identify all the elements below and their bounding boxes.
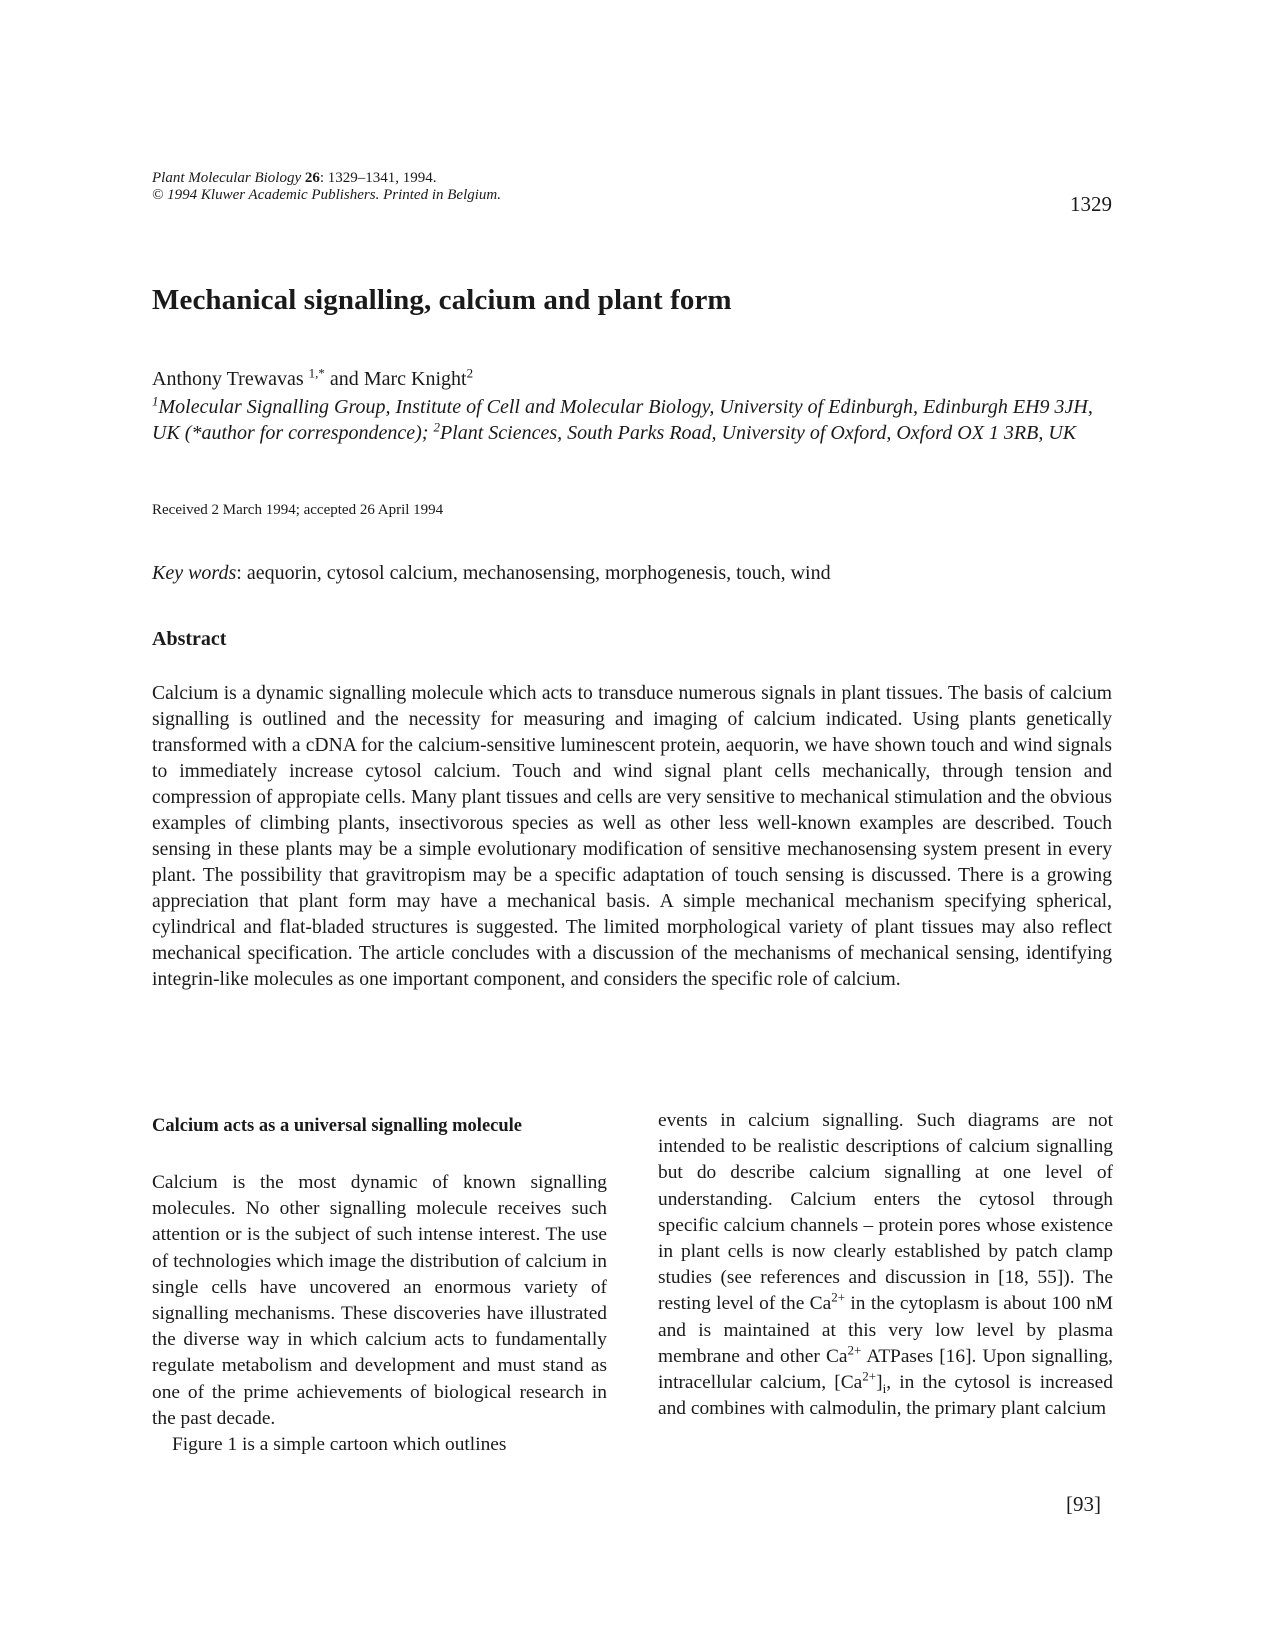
author-name: Marc Knight xyxy=(363,368,467,390)
abstract-heading: Abstract xyxy=(152,628,227,650)
body-paragraph xyxy=(658,1108,1113,1422)
superscript: 2+ xyxy=(862,1368,877,1384)
body-paragraph: Figure 1 is a simple cartoon which outlines xyxy=(172,1434,507,1456)
author-superscript: 1,* xyxy=(308,365,325,381)
body-column-right xyxy=(658,1108,1113,1422)
page-number: 1329 xyxy=(1070,192,1112,216)
keywords-list: : aequorin, cytosol calcium, mechanosensing, morphogenesis, touch, wind xyxy=(236,562,831,584)
body-text: events in calcium signalling. Such diagrams are not intended to be realistic descriptions of calcium signalling but do describe calcium signalling at one level of understanding. Calcium enters the cytosol through specific calcium channels – protein pores whose existence in plant cells is now clearly established by patch clamp studies (see references and discussion in [18, 55]). The resting level of the Ca xyxy=(658,1110,1113,1315)
folio: [93] xyxy=(1066,1492,1101,1516)
author-superscript: 2 xyxy=(466,365,474,381)
body-paragraph: Calcium is the most dynamic of known signalling molecules. No other signalling molecule receives such attention or is the subject of such intense interest. The use of technologies which image the distribution of calcium in single cells have uncovered an enormous variety of signalling mechanisms. These discoveries have illustrated the diverse way in which calcium acts to fundamentally regulate metabolism and development and must stand as one of the prime achievements of biological research in the past decade. xyxy=(152,1172,607,1429)
keywords-line xyxy=(152,562,831,585)
journal-pages: : 1329–1341, 1994. xyxy=(319,170,437,186)
journal-name: Plant Molecular Biology xyxy=(152,170,302,186)
affiliation-2: Plant Sciences, South Parks Road, University of Oxford, Oxford OX 1 3RB, UK xyxy=(439,422,1077,444)
superscript: 2+ xyxy=(847,1342,862,1358)
affiliation-marker: 2 xyxy=(433,419,440,435)
body-text: ] xyxy=(876,1372,883,1394)
affiliations xyxy=(152,394,1112,446)
copyright-line: © 1994 Kluwer Academic Publishers. Printed in Belgium. xyxy=(152,187,501,203)
author-line xyxy=(152,365,474,391)
keywords-label: Key words xyxy=(152,562,237,584)
affiliation-marker: 1 xyxy=(152,393,159,409)
journal-volume: 26 xyxy=(304,170,320,186)
superscript: 2+ xyxy=(831,1289,846,1305)
affiliation-1: Molecular Signalling Group, Institute of Cell and Molecular Biology, University of Edinburgh, Edinburgh EH9 3JH, UK (*author for correspondence); xyxy=(152,396,1093,444)
author-name: Anthony Trewavas xyxy=(152,368,304,390)
body-text: , in the cytosol is increased and combines with calmodulin, the primary plant calcium xyxy=(658,1372,1113,1420)
subscript: i xyxy=(882,1380,887,1396)
journal-citation xyxy=(152,170,501,204)
abstract-text: Calcium is a dynamic signalling molecule which acts to transduce numerous signals in plant tissues. The basis of calcium signalling is outlined and the necessity for measuring and imaging of calcium indicated. Using plants genetically transformed with a cDNA for the calcium-sensitive luminescent protein, aequorin, we have shown touch and wind signals to immediately increase cytosol calcium. Touch and wind signal plant cells mechanically, through tension and compression of appropiate cells. Many plant tissues and cells are very sensitive to mechanical stimulation and the obvious examples of climbing plants, insectivorous species as well as other less well-known examples are described. Touch sensing in these plants may be a simple evolutionary modification of sensitive mechanosensing system present in every plant. The possibility that gravitropism may be a specific adaptation of touch sensing is discussed. There is a growing appreciation that plant form may have a mechanical basis. A simple mechanical mechanism specifying spherical, cylindrical and flat-bladed structures is suggested. The limited morphological variety of plant tissues may also reflect mechanical specification. The article concludes with a discussion of the mechanisms of mechanical sensing, identifying integrin-like molecules as one important component, and considers the specific role of calcium. xyxy=(152,683,1112,990)
section-heading: Calcium acts as a universal signalling molecule xyxy=(152,1116,522,1136)
body-column-left xyxy=(152,1170,607,1458)
received-dates: Received 2 March 1994; accepted 26 April 1994 xyxy=(152,502,444,518)
body-text: ATPases [16]. Upon signalling, intracellular calcium, [Ca xyxy=(658,1345,1113,1394)
author-conjunction: and xyxy=(324,368,364,390)
article-title: Mechanical signalling, calcium and plant form xyxy=(152,284,732,316)
body-text: in the cytoplasm is about 100 nM and is maintained at this very low level by plasma membrane and other Ca xyxy=(658,1293,1114,1367)
